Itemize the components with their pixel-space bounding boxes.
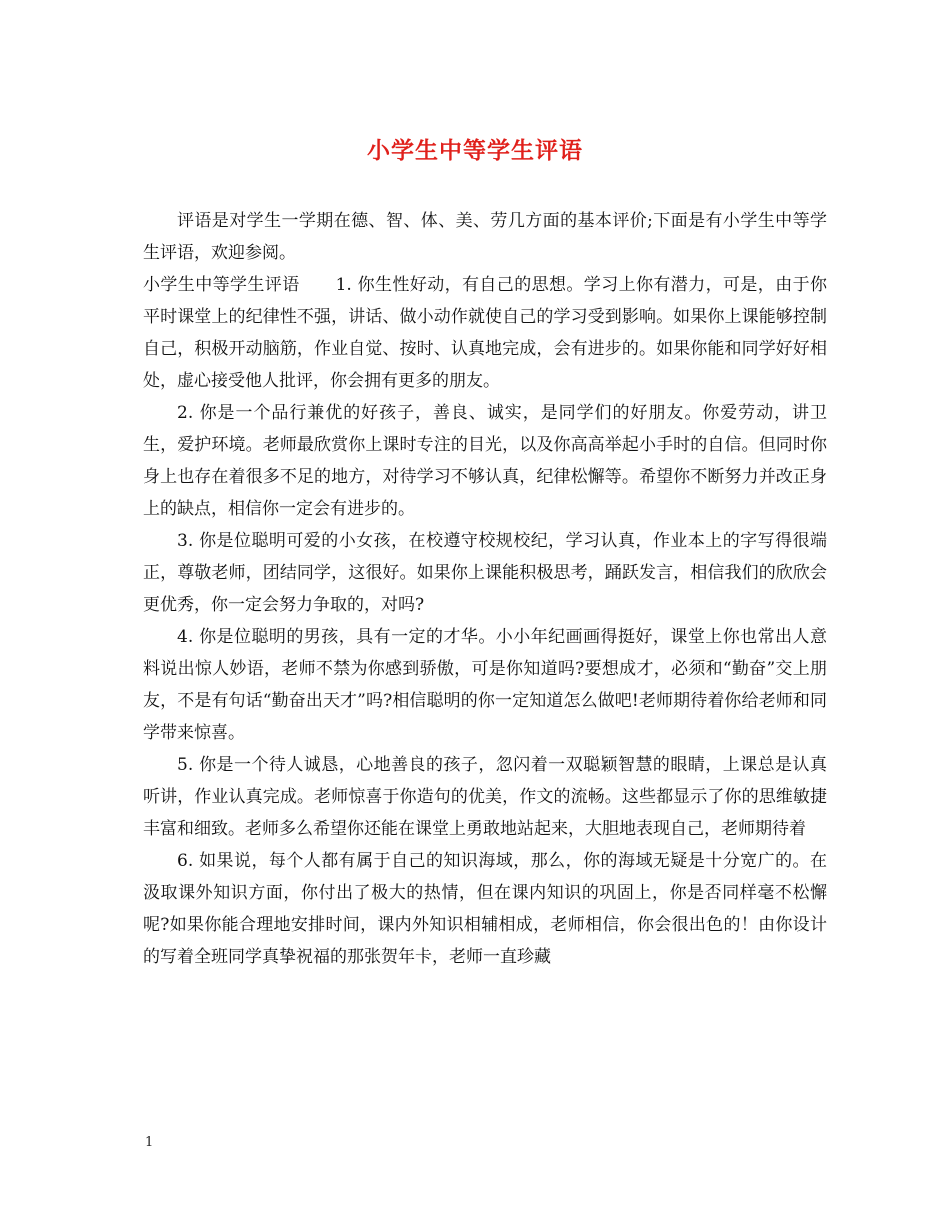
comment-paragraph: 2. 你是一个品行兼优的好孩子，善良、诚实，是同学们的好朋友。你爱劳动，讲卫生，爱护环境。老师最欣赏你上课时专注的目光，以及你高高举起小手时的自信。但同时你身上也存在着很多不足的地方，对待学习不够认真，纪律松懈等。希望你不断努力并改正身上的缺点，相信你一定会有进步的。 — [143, 403, 827, 519]
document-body — [143, 205, 827, 973]
page-number: 1 — [145, 1135, 154, 1150]
comment-paragraph: 4. 你是位聪明的男孩，具有一定的才华。小小年纪画画得挺好，课堂上你也常出人意料说出惊人妙语，老师不禁为你感到骄傲，可是你知道吗?要想成才，必须和“勤奋”交上朋友，不是有句话“勤奋出天才”吗?相信聪明的你一定知道怎么做吧!老师期待着你给老师和同学带来惊喜。 — [143, 627, 827, 743]
intro-paragraph: 评语是对学生一学期在德、智、体、美、劳几方面的基本评价;下面是有小学生中等学生评语，欢迎参阅。 — [143, 211, 827, 263]
comment-text: 1. 你生性好动，有自己的思想。学习上你有潜力，可是，由于你平时课堂上的纪律性不强，讲话、做小动作就使自己的学习受到影响。如果你上课能够控制自己，积极开动脑筋，作业自觉、按时、认真地完成，会有进步的。如果你能和同学好好相处，虚心接受他人批评，你会拥有更多的朋友。 — [143, 275, 827, 391]
comment-paragraph: 3. 你是位聪明可爱的小女孩，在校遵守校规校纪，学习认真，作业本上的字写得很端正，尊敬老师，团结同学，这很好。如果你上课能积极思考，踊跃发言，相信我们的欣欣会更优秀，你一定会努力争取的，对吗? — [143, 531, 827, 615]
first-comment-paragraph — [143, 269, 827, 397]
comment-paragraph: 5. 你是一个待人诚恳，心地善良的孩子，忽闪着一双聪颖智慧的眼睛，上课总是认真听讲，作业认真完成。老师惊喜于你造句的优美，作文的流畅。这些都显示了你的思维敏捷丰富和细致。老师多么希望你还能在课堂上勇敢地站起来，大胆地表现自己，老师期待着 — [143, 755, 827, 839]
page-title: 小学生中等学生评语 — [367, 138, 583, 164]
section-label: 小学生中等学生评语 — [143, 275, 300, 295]
comment-paragraph: 6. 如果说，每个人都有属于自己的知识海域，那么，你的海域无疑是十分宽广的。在汲取课外知识方面，你付出了极大的热情，但在课内知识的巩固上，你是否同样毫不松懈呢?如果你能合理地安排时间，课内外知识相辅相成，老师相信，你会很出色的！由你设计的写着全班同学真挚祝福的那张贺年卡，老师一直珍藏 — [143, 851, 827, 967]
